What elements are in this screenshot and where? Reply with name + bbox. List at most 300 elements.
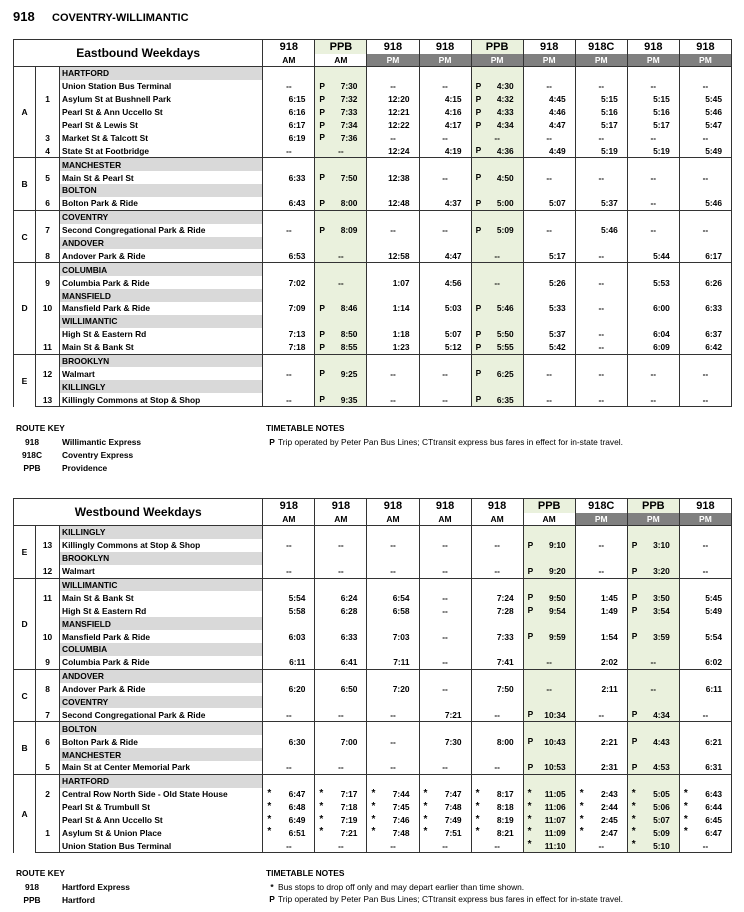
stop-row: [14, 249, 732, 262]
peter-pan-marker: P: [475, 197, 482, 208]
drop-off-marker: *: [579, 800, 584, 812]
time-cell: [679, 735, 731, 748]
stop-row: [14, 539, 732, 552]
stop-number: 8: [36, 249, 60, 262]
time-cell: [575, 302, 627, 315]
time-cell: [575, 656, 627, 669]
time-cell: [679, 119, 731, 132]
time-cell: [367, 735, 419, 748]
time-cell: [315, 315, 367, 328]
time-cell: [575, 814, 627, 827]
time-value: 7:00: [340, 736, 358, 747]
time-cell: [315, 144, 367, 157]
time-cell: [627, 367, 679, 380]
time-cell: [523, 158, 575, 171]
column-period: PM: [627, 513, 679, 526]
time-cell: [367, 106, 419, 119]
time-cell: [523, 289, 575, 302]
time-cell: [575, 354, 627, 367]
peter-pan-marker: P: [319, 119, 325, 130]
time-cell: [679, 578, 731, 591]
drop-off-marker: *: [527, 826, 532, 838]
peter-pan-marker: P: [527, 631, 534, 642]
peter-pan-marker: P: [475, 328, 482, 339]
time-cell: [419, 617, 471, 630]
route-number: 918: [13, 9, 35, 24]
column-period: AM: [523, 513, 575, 526]
stop-name: Killingly Commons at Stop & Shop: [60, 393, 263, 406]
time-value: --: [390, 540, 396, 551]
time-value: --: [442, 840, 448, 851]
time-value: 6:15: [288, 94, 306, 105]
time-cell: [315, 341, 367, 354]
stop-name: Mansfield Park & Ride: [60, 630, 263, 643]
column-period: PM: [575, 513, 627, 526]
time-cell: [627, 158, 679, 171]
time-value: 3:50: [653, 592, 670, 603]
town-row: [14, 289, 732, 302]
time-value: 8:50: [340, 329, 358, 340]
time-cell: [367, 801, 419, 814]
time-value: --: [442, 631, 448, 642]
time-cell: [627, 302, 679, 315]
stop-name: Main St at Center Memorial Park: [60, 761, 263, 774]
stop-row: [14, 761, 732, 774]
time-cell: [627, 354, 679, 367]
time-cell: [627, 617, 679, 630]
time-cell: [263, 539, 315, 552]
stop-name: Andover Park & Ride: [60, 683, 263, 696]
peter-pan-marker: P: [475, 106, 482, 117]
time-value: 7:32: [340, 94, 358, 105]
time-cell: [315, 131, 367, 144]
town-row: [14, 748, 732, 761]
town-row: [14, 617, 732, 630]
peter-pan-marker: P: [475, 368, 482, 379]
time-value: 1:49: [601, 605, 618, 616]
note-symbol: P: [269, 437, 275, 447]
time-cell: [315, 106, 367, 119]
time-value: 5:06: [653, 802, 670, 813]
town-row: [14, 184, 732, 197]
drop-off-marker: *: [631, 787, 636, 799]
time-cell: [263, 788, 315, 801]
time-cell: [263, 249, 315, 262]
time-cell: [679, 289, 731, 302]
drop-off-marker: *: [475, 826, 480, 838]
time-cell: [315, 801, 367, 814]
time-cell: [523, 669, 575, 682]
time-value: 4:33: [496, 107, 514, 118]
drop-off-marker: *: [319, 826, 324, 838]
time-value: 5:10: [653, 840, 670, 851]
time-value: 2:31: [601, 762, 618, 773]
time-cell: [419, 302, 471, 315]
time-cell: [419, 839, 471, 852]
column-period: AM: [315, 513, 367, 526]
time-value: 2:21: [601, 736, 618, 747]
time-cell: [679, 761, 731, 774]
time-cell: [315, 210, 367, 223]
town-name: COVENTRY: [60, 210, 263, 223]
time-cell: [575, 224, 627, 237]
time-cell: [679, 354, 731, 367]
stop-number: 2: [36, 788, 60, 801]
time-cell: [523, 354, 575, 367]
time-cell: [679, 184, 731, 197]
time-cell: [419, 249, 471, 262]
stop-row: [14, 341, 732, 354]
time-value: 5:15: [653, 94, 670, 105]
time-cell: [367, 328, 419, 341]
time-value: 6:50: [340, 684, 358, 695]
peter-pan-marker: P: [319, 93, 325, 104]
time-value: 5:37: [548, 329, 566, 340]
time-value: 4:56: [444, 277, 462, 288]
stop-name: Union Station Bus Terminal: [60, 839, 263, 852]
time-value: --: [338, 840, 344, 851]
town-name: KILLINGLY: [60, 526, 263, 539]
time-cell: [523, 788, 575, 801]
stop-row: [14, 565, 732, 578]
time-cell: [523, 67, 575, 80]
time-value: 5:45: [705, 592, 722, 603]
time-value: 4:43: [653, 736, 670, 747]
time-cell: [419, 119, 471, 132]
time-cell: [419, 184, 471, 197]
time-value: --: [650, 132, 657, 143]
time-cell: [523, 761, 575, 774]
drop-off-marker: *: [527, 813, 532, 825]
time-cell: [263, 328, 315, 341]
time-cell: [263, 80, 315, 93]
time-cell: [575, 263, 627, 276]
time-cell: [627, 380, 679, 393]
time-cell: [679, 380, 731, 393]
time-value: 6:35: [496, 394, 514, 405]
time-value: --: [598, 368, 605, 379]
time-cell: [367, 722, 419, 735]
stop-row: [14, 197, 732, 210]
time-cell: [471, 93, 523, 106]
time-cell: [367, 630, 419, 643]
time-cell: [367, 380, 419, 393]
time-value: 9:54: [548, 605, 566, 616]
peter-pan-marker: P: [319, 106, 325, 117]
time-cell: [523, 93, 575, 106]
column-route: 918: [419, 40, 471, 55]
time-cell: [679, 696, 731, 709]
time-cell: [315, 826, 367, 839]
time-cell: [627, 263, 679, 276]
time-cell: [627, 591, 679, 604]
drop-off-marker: *: [579, 787, 584, 799]
time-cell: [315, 839, 367, 852]
time-value: 2:43: [601, 789, 618, 800]
time-value: --: [442, 81, 448, 92]
time-cell: [471, 131, 523, 144]
time-value: 4:30: [496, 81, 514, 92]
drop-off-marker: *: [631, 800, 636, 812]
time-cell: [575, 289, 627, 302]
time-value: 4:16: [444, 107, 462, 118]
time-cell: [575, 119, 627, 132]
time-cell: [419, 341, 471, 354]
time-cell: [627, 526, 679, 539]
town-row: [14, 578, 732, 591]
town-row: [14, 263, 732, 276]
time-value: --: [442, 368, 448, 379]
time-cell: [627, 774, 679, 787]
time-value: --: [442, 657, 448, 668]
time-cell: [471, 171, 523, 184]
drop-off-marker: *: [319, 813, 324, 825]
time-cell: [575, 552, 627, 565]
time-value: --: [546, 132, 552, 143]
time-cell: [575, 184, 627, 197]
time-cell: [575, 237, 627, 250]
time-cell: [679, 552, 731, 565]
time-value: --: [442, 762, 448, 773]
time-cell: [263, 774, 315, 787]
stop-number: 11: [36, 341, 60, 354]
route-key-code: 918: [25, 437, 39, 447]
time-value: --: [338, 145, 344, 156]
time-cell: [367, 604, 419, 617]
drop-off-marker: *: [475, 813, 480, 825]
stop-number: [36, 578, 60, 591]
time-value: --: [546, 81, 552, 92]
time-cell: [471, 276, 523, 289]
time-cell: [523, 643, 575, 656]
time-value: 5:37: [601, 198, 618, 209]
stop-number: [36, 669, 60, 682]
stop-number: [36, 526, 60, 539]
stop-name: State St at Footbridge: [60, 144, 263, 157]
timetable-title: Westbound Weekdays: [14, 499, 263, 526]
time-value: --: [286, 840, 292, 851]
time-value: --: [494, 709, 500, 720]
time-cell: [575, 249, 627, 262]
time-cell: [263, 119, 315, 132]
time-value: --: [286, 145, 292, 156]
time-cell: [523, 263, 575, 276]
time-value: --: [442, 225, 448, 236]
time-value: --: [650, 81, 657, 92]
time-cell: [367, 669, 419, 682]
time-cell: [523, 328, 575, 341]
time-value: 5:49: [705, 605, 722, 616]
time-cell: [679, 643, 731, 656]
stop-number: [36, 328, 60, 341]
stop-name: Bolton Park & Ride: [60, 197, 263, 210]
time-value: 11:05: [544, 789, 566, 800]
time-value: 7:03: [392, 631, 410, 642]
time-cell: [419, 171, 471, 184]
time-value: 6:51: [288, 827, 306, 838]
time-cell: [367, 289, 419, 302]
stop-number: [36, 67, 60, 80]
time-cell: [627, 80, 679, 93]
time-value: --: [494, 132, 500, 143]
town-name: COVENTRY: [60, 696, 263, 709]
time-value: 5:19: [653, 145, 670, 156]
stop-row: [14, 302, 732, 315]
time-value: 1:14: [392, 303, 410, 314]
time-cell: [419, 591, 471, 604]
time-value: 6:33: [340, 631, 358, 642]
time-cell: [419, 210, 471, 223]
time-cell: [263, 144, 315, 157]
time-cell: [627, 630, 679, 643]
town-name: MANSFIELD: [60, 617, 263, 630]
time-cell: [367, 708, 419, 721]
time-value: --: [338, 566, 344, 577]
time-cell: [263, 578, 315, 591]
stop-number: [36, 774, 60, 787]
time-value: --: [494, 250, 500, 261]
time-cell: [679, 144, 731, 157]
time-cell: [575, 328, 627, 341]
time-cell: [315, 788, 367, 801]
time-cell: [419, 131, 471, 144]
time-value: 7:18: [288, 342, 306, 353]
time-value: 6:48: [288, 802, 306, 813]
time-cell: [679, 315, 731, 328]
time-cell: [471, 656, 523, 669]
time-value: --: [702, 172, 709, 183]
stop-row: [14, 826, 732, 839]
stop-name: Main St & Bank St: [60, 341, 263, 354]
time-cell: [471, 67, 523, 80]
time-value: --: [390, 709, 396, 720]
time-cell: [263, 708, 315, 721]
time-cell: [419, 656, 471, 669]
time-value: --: [494, 566, 500, 577]
time-cell: [471, 210, 523, 223]
time-value: 5:49: [705, 145, 722, 156]
time-cell: [679, 604, 731, 617]
time-cell: [575, 341, 627, 354]
time-cell: [575, 722, 627, 735]
time-value: 5:55: [496, 342, 514, 353]
time-cell: [679, 801, 731, 814]
stop-row: [14, 367, 732, 380]
peter-pan-marker: P: [631, 709, 638, 720]
time-cell: [679, 93, 731, 106]
route-key-item: [16, 436, 141, 449]
time-value: 4:37: [444, 198, 462, 209]
time-cell: [263, 604, 315, 617]
time-value: 7:17: [340, 789, 358, 800]
stop-number: 7: [36, 708, 60, 721]
stop-row: [14, 683, 732, 696]
drop-off-marker: *: [267, 813, 272, 825]
route-key-title: ROUTE KEY: [16, 868, 65, 878]
column-route: 918: [679, 499, 731, 514]
column-route: 918: [367, 40, 419, 55]
time-value: --: [650, 172, 657, 183]
time-cell: [523, 826, 575, 839]
page-header: [13, 9, 189, 25]
column-period: AM: [419, 513, 471, 526]
timetable-note: [266, 436, 623, 448]
stop-number: 1: [36, 826, 60, 839]
route-key-name: Providence: [62, 463, 108, 473]
route-key-code: PPB: [23, 895, 41, 905]
column-route: 918: [679, 40, 731, 55]
time-cell: [523, 722, 575, 735]
time-cell: [523, 237, 575, 250]
time-cell: [471, 696, 523, 709]
time-value: 7:45: [392, 802, 410, 813]
time-cell: [419, 761, 471, 774]
peter-pan-marker: P: [475, 119, 482, 130]
time-cell: [315, 722, 367, 735]
time-cell: [575, 210, 627, 223]
time-value: 7:30: [444, 736, 462, 747]
time-cell: [419, 722, 471, 735]
time-cell: [367, 302, 419, 315]
time-cell: [315, 708, 367, 721]
town-row: [14, 380, 732, 393]
time-cell: [627, 119, 679, 132]
time-cell: [263, 171, 315, 184]
time-cell: [419, 263, 471, 276]
time-value: 7:33: [340, 107, 358, 118]
time-cell: [471, 354, 523, 367]
stop-name: Asylum St & Union Place: [60, 826, 263, 839]
time-value: 10:53: [544, 762, 566, 773]
time-cell: [263, 197, 315, 210]
time-cell: [263, 643, 315, 656]
time-value: --: [494, 762, 500, 773]
stop-name: Main St & Pearl St: [60, 171, 263, 184]
route-key-name: Hartford Express: [62, 882, 130, 892]
time-cell: [523, 630, 575, 643]
time-cell: [419, 158, 471, 171]
stop-row: [14, 604, 732, 617]
time-cell: [263, 184, 315, 197]
time-cell: [315, 669, 367, 682]
time-cell: [679, 328, 731, 341]
time-value: 5:47: [705, 120, 722, 130]
time-cell: [523, 119, 575, 132]
peter-pan-marker: P: [319, 368, 325, 379]
time-cell: [471, 393, 523, 406]
time-value: --: [442, 132, 448, 143]
column-period: PM: [627, 54, 679, 67]
town-row: [14, 774, 732, 787]
time-cell: [263, 341, 315, 354]
time-value: 7:36: [340, 132, 358, 143]
time-cell: [523, 393, 575, 406]
zone-label: E: [14, 526, 36, 579]
time-cell: [523, 683, 575, 696]
town-name: WILLIMANTIC: [60, 315, 263, 328]
column-period: PM: [679, 513, 731, 526]
time-cell: [315, 184, 367, 197]
time-value: 5:54: [705, 631, 722, 642]
stop-name: Bolton Park & Ride: [60, 735, 263, 748]
stop-number: [36, 106, 60, 119]
time-value: 1:54: [601, 631, 618, 642]
time-cell: [575, 526, 627, 539]
time-cell: [679, 565, 731, 578]
town-row: [14, 722, 732, 735]
drop-off-marker: *: [423, 826, 428, 838]
time-cell: [471, 617, 523, 630]
